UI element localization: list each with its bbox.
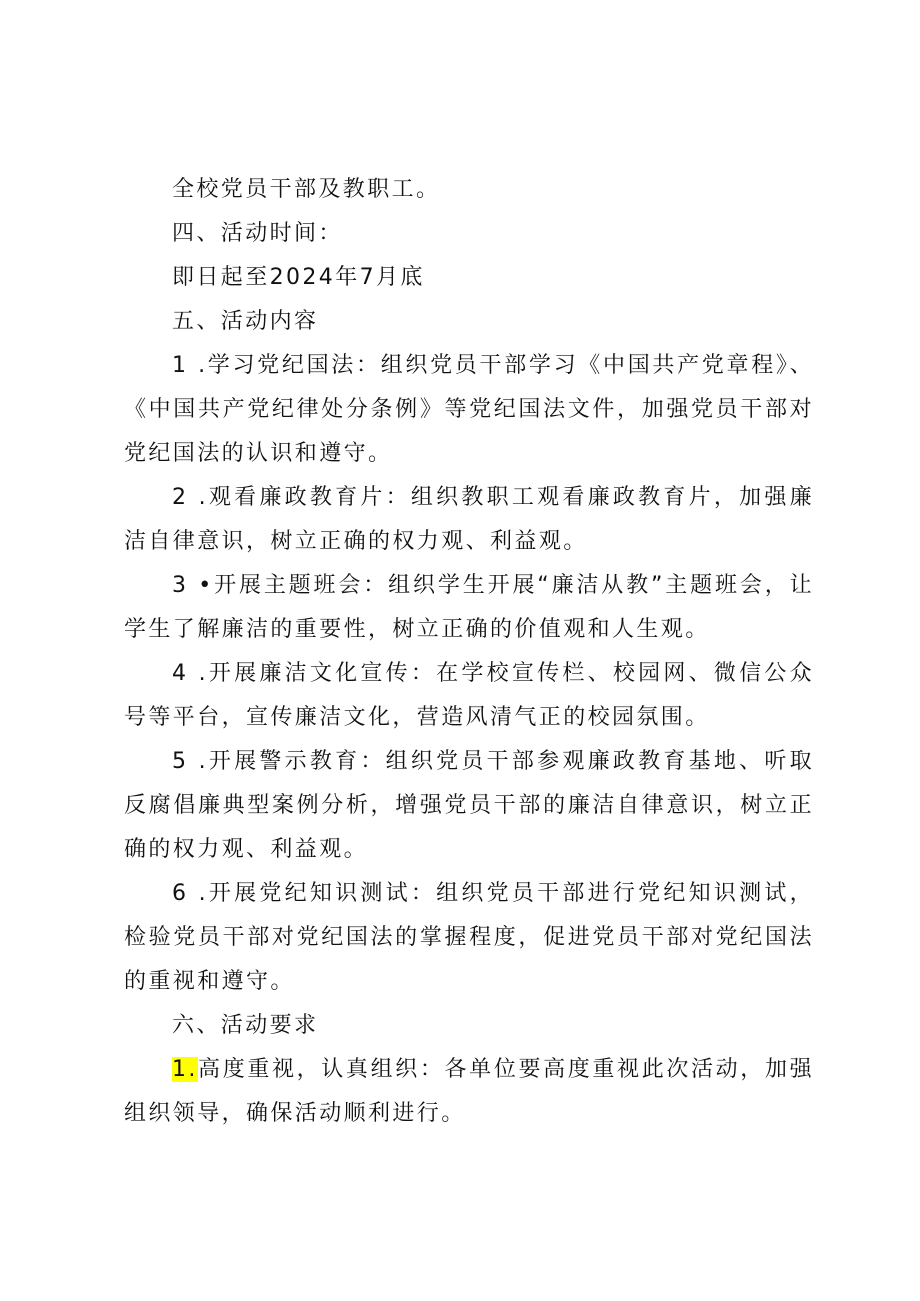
document-body xyxy=(124,168,814,1136)
highlighted-item-number: 1. xyxy=(172,1057,198,1082)
paragraph-participants: 全校党员干部及教职工。 xyxy=(172,177,441,202)
paragraph-requirement-item-1 xyxy=(124,1048,814,1136)
paragraph-content-item-6: 6 .开展党纪知识测试：组织党员干部进行党纪知识测试，检验党员干部对党纪国法的掌握程度，促进党员干部对党纪国法的重视和遵守。 xyxy=(124,881,814,994)
paragraph-content-item-3: 3 •开展主题班会：组织学生开展“廉洁从教”主题班会，让学生了解廉洁的重要性，树立正确的价值观和人生观。 xyxy=(124,573,814,642)
heading-activity-time: 四、活动时间： xyxy=(172,221,343,246)
heading-activity-requirements: 六、活动要求 xyxy=(172,1013,319,1038)
paragraph-content-item-1: 1 .学习党纪国法：组织党员干部学习《中国共产党章程》、《中国共产党纪律处分条例》等党纪国法文件，加强党员干部对党纪国法的认识和遵守。 xyxy=(124,353,814,466)
paragraph-content-item-5: 5 .开展警示教育：组织党员干部参观廉政教育基地、听取反腐倡廉典型案例分析，增强党员干部的廉洁自律意识，树立正确的权力观、利益观。 xyxy=(124,749,814,862)
paragraph-activity-time: 即日起至2024年7月底 xyxy=(172,265,425,290)
requirement-item-1-text: 高度重视，认真组织：各单位要高度重视此次活动，加强组织领导，确保活动顺利进行。 xyxy=(124,1057,814,1126)
paragraph-content-item-4: 4 .开展廉洁文化宣传：在学校宣传栏、校园网、微信公众号等平台，宣传廉洁文化，营造风清气正的校园氛围。 xyxy=(124,661,814,730)
paragraph-content-item-2: 2 .观看廉政教育片：组织教职工观看廉政教育片，加强廉洁自律意识，树立正确的权力观、利益观。 xyxy=(124,485,814,554)
heading-activity-content: 五、活动内容 xyxy=(172,309,319,334)
